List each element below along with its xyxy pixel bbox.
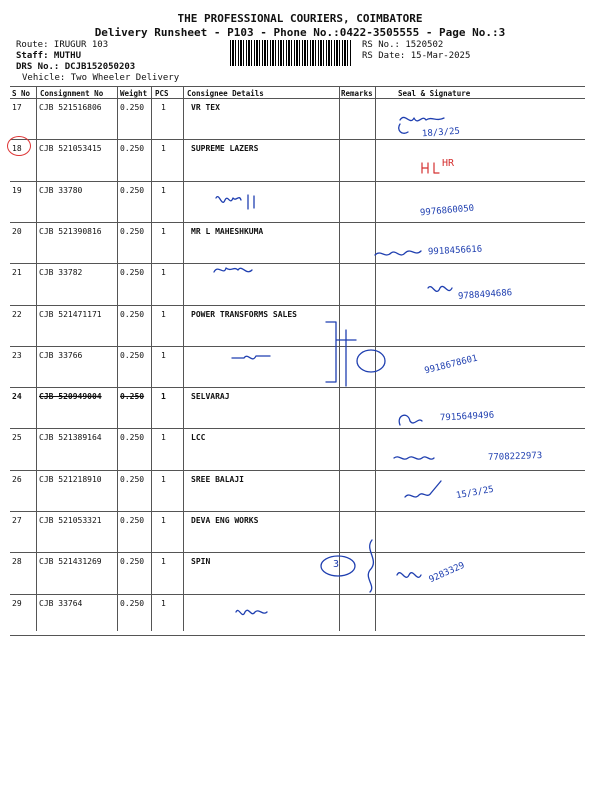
cell-sno: 26 bbox=[12, 474, 22, 484]
cell-consignment-no: CJB 521053415 bbox=[39, 144, 102, 154]
row-rule bbox=[10, 346, 585, 347]
hw-row21-phone: 9788494686 bbox=[457, 288, 513, 302]
cell-sno: 22 bbox=[12, 309, 22, 319]
cell-weight: 0.250 bbox=[120, 598, 145, 608]
col-divider bbox=[183, 86, 184, 631]
cell-weight: 0.250 bbox=[120, 268, 145, 278]
cell-sno: 17 bbox=[12, 103, 22, 112]
cell-pcs: 1 bbox=[161, 226, 166, 236]
hw-row28-phone: 9283329 bbox=[427, 560, 467, 586]
runsheet-subtitle: Delivery Runsheet - P103 - Phone No.:0422-3505555 - Page No.:3 bbox=[94, 26, 506, 39]
cell-weight: 0.250 bbox=[120, 103, 145, 112]
cell-pcs: 1 bbox=[161, 392, 166, 402]
stamp-mark-row22 bbox=[326, 322, 356, 386]
hw-row17-date: 18/3/25 bbox=[421, 126, 461, 140]
cell-sno: 19 bbox=[12, 185, 22, 195]
row-rule bbox=[10, 139, 585, 140]
cell-weight: 0.250 bbox=[120, 474, 145, 484]
cell-consignment-no: CJB 33780 bbox=[39, 185, 83, 195]
row-rule bbox=[10, 511, 585, 512]
header-consignment: Consignment No bbox=[40, 89, 104, 98]
barcode-image bbox=[230, 40, 352, 66]
cell-weight: 0.250 bbox=[120, 433, 145, 443]
hw-row23-phone: 9918678601 bbox=[423, 353, 479, 377]
cell-weight: 0.250 bbox=[120, 392, 145, 402]
cell-pcs: 1 bbox=[161, 144, 166, 154]
cell-consignment-no: CJB 521516806 bbox=[39, 103, 102, 112]
cell-consignment-no: CJB 521389164 bbox=[39, 433, 102, 443]
cell-weight: 0.250 bbox=[120, 226, 145, 236]
row-rule bbox=[10, 470, 585, 471]
header-pcs: PCS bbox=[155, 89, 169, 98]
table-header-rule bbox=[10, 98, 585, 99]
cell-sno: 24 bbox=[12, 392, 22, 402]
cell-sno: 21 bbox=[12, 268, 22, 278]
header-consignee: Consignee Details bbox=[187, 89, 264, 98]
row-rule bbox=[10, 305, 585, 306]
cell-sno: 28 bbox=[12, 557, 22, 567]
signature-row17 bbox=[400, 117, 444, 120]
cell-pcs: 1 bbox=[161, 103, 166, 112]
cell-pcs: 1 bbox=[161, 350, 166, 360]
header-remarks: Remarks bbox=[341, 89, 373, 98]
signature-row26 bbox=[405, 481, 441, 497]
cell-pcs: 1 bbox=[161, 268, 166, 278]
table-top-rule bbox=[10, 86, 585, 87]
cell-consignee: DEVA ENG WORKS bbox=[191, 516, 259, 525]
hw-row25-phone: 7708222973 bbox=[487, 451, 543, 463]
hw-row20-phone: 9918456616 bbox=[427, 244, 483, 258]
cell-consignment-no: CJB 521053321 bbox=[39, 516, 102, 525]
signature-row20 bbox=[375, 251, 421, 255]
header-sno: S No bbox=[12, 89, 31, 98]
vehicle-label: Vehicle: Two Wheeler Delivery bbox=[22, 73, 180, 83]
cell-consignment-no: CJB 33782 bbox=[39, 268, 83, 278]
cell-weight: 0.250 bbox=[120, 557, 145, 567]
signature-row28 bbox=[397, 573, 421, 578]
route-label: Route: IRUGUR 103 bbox=[16, 40, 109, 50]
row-rule bbox=[10, 222, 585, 223]
cell-pcs: 1 bbox=[161, 516, 166, 525]
cell-sno: 27 bbox=[12, 516, 22, 525]
col-divider bbox=[36, 86, 37, 631]
cell-consignment-no: CJB 521471171 bbox=[39, 309, 102, 319]
cell-weight: 0.250 bbox=[120, 144, 145, 154]
cell-consignee: SUPREME LAZERS bbox=[191, 144, 259, 154]
staff-label: Staff: MUTHU bbox=[16, 51, 82, 61]
cell-consignment-no: CJB 521431269 bbox=[39, 557, 102, 567]
col-divider bbox=[339, 86, 340, 631]
rs-date: RS Date: 15-Mar-2025 bbox=[362, 51, 471, 61]
col-divider bbox=[375, 86, 376, 631]
row-rule bbox=[10, 263, 585, 264]
cell-pcs: 1 bbox=[161, 433, 166, 443]
signature-row17-loop bbox=[399, 124, 408, 133]
cell-consignee: POWER TRANSFORMS SALES bbox=[191, 309, 297, 319]
signature-row19 bbox=[216, 195, 254, 209]
header-weight: Weight bbox=[120, 89, 148, 98]
cell-weight: 0.250 bbox=[120, 350, 145, 360]
cell-sno: 18 bbox=[12, 144, 22, 154]
row-rule bbox=[10, 181, 585, 182]
cell-consignment-no: CJB 520949004 bbox=[39, 392, 102, 402]
initials-row18 bbox=[422, 163, 439, 173]
bracket-mark-row28 bbox=[368, 540, 373, 592]
cell-consignment-no: CJB 521218910 bbox=[39, 474, 102, 484]
company-title: THE PROFESSIONAL COURIERS, COIMBATORE bbox=[177, 12, 423, 25]
cell-sno: 25 bbox=[12, 433, 22, 443]
cell-pcs: 1 bbox=[161, 474, 166, 484]
cell-sno: 20 bbox=[12, 226, 22, 236]
rs-number: RS No.: 1520502 bbox=[362, 40, 444, 50]
hw-row18-initials: HR bbox=[442, 158, 455, 169]
hw-row19-phone: 9976860050 bbox=[419, 203, 475, 219]
cell-weight: 0.250 bbox=[120, 516, 145, 525]
hw-row24-phone: 7915649496 bbox=[439, 410, 495, 424]
cell-consignee: MR L MAHESHKUMA bbox=[191, 226, 264, 236]
circled-mark-row23 bbox=[357, 350, 385, 372]
drs-label: DRS No.: DCJB152050203 bbox=[16, 62, 136, 72]
cell-consignee: SELVARAJ bbox=[191, 392, 230, 402]
cell-consignee: SREE BALAJI bbox=[191, 474, 244, 484]
cell-pcs: 1 bbox=[161, 185, 166, 195]
cell-sno: 29 bbox=[12, 598, 22, 608]
cell-consignee: SPIN bbox=[191, 557, 211, 567]
cell-weight: 0.250 bbox=[120, 185, 145, 195]
row-rule bbox=[10, 635, 585, 636]
row-rule bbox=[10, 428, 585, 429]
signature-row23 bbox=[232, 356, 270, 359]
cell-weight: 0.250 bbox=[120, 309, 145, 319]
row-rule bbox=[10, 387, 585, 388]
cell-consignee: LCC bbox=[191, 433, 206, 443]
col-divider bbox=[117, 86, 118, 631]
cell-consignment-no: CJB 521390816 bbox=[39, 226, 102, 236]
signature-row24 bbox=[399, 415, 422, 425]
signature-row21-b bbox=[428, 286, 452, 291]
cell-pcs: 1 bbox=[161, 557, 166, 567]
hw-row28-circled-number: 3 bbox=[333, 559, 340, 570]
cell-pcs: 1 bbox=[161, 309, 166, 319]
signature-row25 bbox=[394, 457, 434, 459]
header-seal-signature: Seal & Signature bbox=[398, 89, 471, 98]
red-circle-mark bbox=[7, 136, 31, 156]
hw-row26-date: 15/3/25 bbox=[455, 484, 495, 502]
cell-consignment-no: CJB 33766 bbox=[39, 350, 83, 360]
cell-sno: 23 bbox=[12, 350, 22, 360]
cell-consignment-no: CJB 33764 bbox=[39, 598, 83, 608]
row-rule bbox=[10, 594, 585, 595]
cell-consignee: VR TEX bbox=[191, 103, 220, 112]
cell-pcs: 1 bbox=[161, 598, 166, 608]
signature-row21 bbox=[214, 268, 252, 272]
row-rule bbox=[10, 552, 585, 553]
signature-row29 bbox=[236, 610, 267, 614]
col-divider bbox=[151, 86, 152, 631]
